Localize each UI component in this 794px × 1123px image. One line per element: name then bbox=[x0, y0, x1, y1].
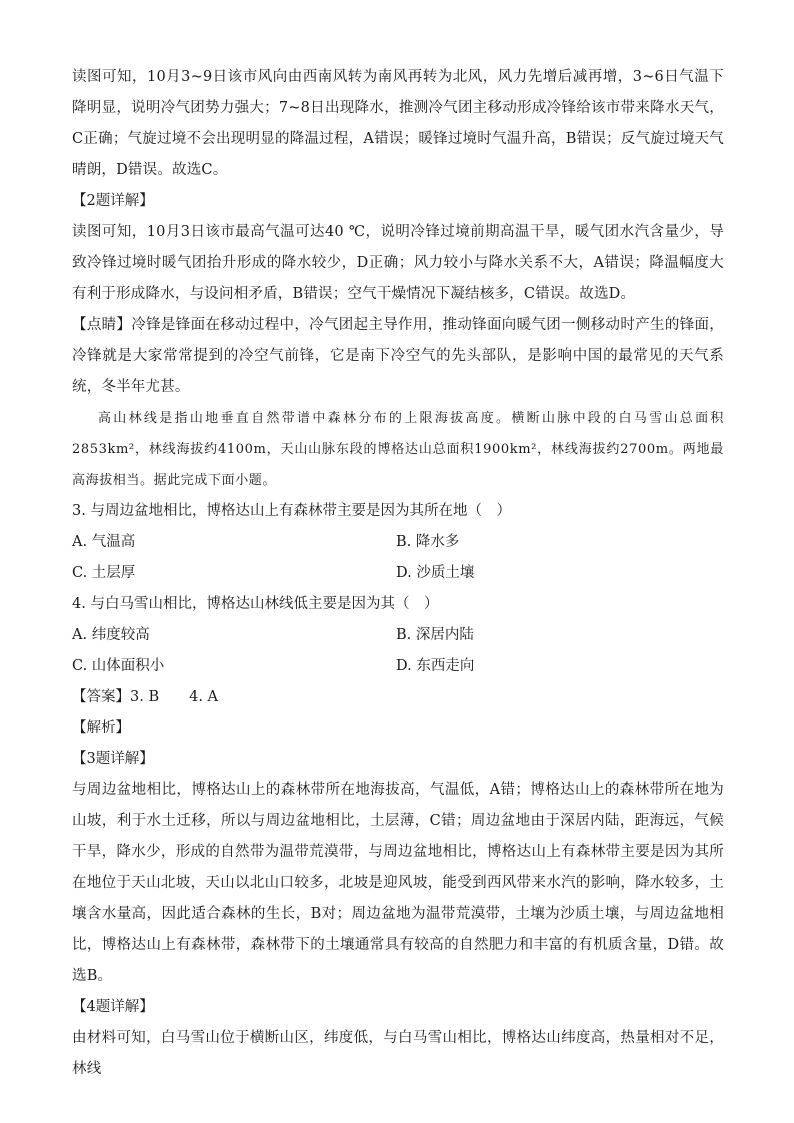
question-3-options bbox=[72, 527, 724, 589]
q2-explanation-paragraph: 读图可知，10月3日该市最高气温可达40 ℃，说明冷锋过境前期高温干旱，暖气团水汽含量少，导致冷锋过境时暖气团抬升形成的降水较少，D正确；风力较小与降水关系不大，A错误；降温幅度大有利于形成降水，与设问相矛盾，B错误；空气干燥情况下凝结核多，C错误。故选D。 bbox=[72, 224, 724, 302]
question-4-option-b: B. 深居内陆 bbox=[396, 627, 474, 643]
question-3: 3. 与周边盆地相比，博格达山上有森林带主要是因为其所在地（ ） bbox=[72, 503, 511, 519]
answer-3: 3. B bbox=[130, 689, 160, 705]
answer-4: 4. A bbox=[189, 689, 219, 705]
question-3-option-d: D. 沙质土壤 bbox=[396, 565, 475, 581]
answer-line bbox=[72, 682, 724, 713]
question-3-option-b: B. 降水多 bbox=[396, 534, 460, 550]
q4-explanation-paragraph: 由材料可知，白马雪山位于横断山区，纬度低，与白马雪山相比，博格达山纬度高，热量相对不足，林线 bbox=[72, 1030, 724, 1077]
question-4-option-c: C. 山体面积小 bbox=[72, 658, 165, 674]
q4-detail-heading: 【4题详解】 bbox=[72, 999, 154, 1015]
q2-detail-heading: 【2题详解】 bbox=[72, 193, 154, 209]
question-4: 4. 与白马雪山相比，博格达山林线低主要是因为其（ ） bbox=[72, 596, 439, 612]
question-4-options bbox=[72, 620, 724, 682]
question-4-option-a: A. 纬度较高 bbox=[72, 627, 150, 643]
document-page bbox=[72, 62, 724, 1085]
material-paragraph: 高山林线是指山地垂直自然带谱中森林分布的上限海拔高度。横断山脉中段的白马雪山总面积2853km²，林线海拔约4100m，天山山脉东段的博格达山总面积1900km²，林线海拔约2700m。两地最高海拔相当。据此完成下面小题。 bbox=[72, 411, 724, 488]
question-3-option-c: C. 土层厚 bbox=[72, 565, 136, 581]
q3-explanation-paragraph: 与周边盆地相比，博格达山上的森林带所在地海拔高，气温低，A错；博格达山上的森林带所在地为山坡，利于水土迁移，所以与周边盆地相比，土层薄，C错；周边盆地由于深居内陆，距海远，气候干旱，降水少，形成的自然带为温带荒漠带，与周边盆地相比，博格达山上有森林带主要是因为其所在地位于天山北坡，天山以北山口较多，北坡是迎风坡，能受到西风带来水汽的影响，降水较多，土壤含水量高，因此适合森林的生长，B对；周边盆地为温带荒漠带，土壤为沙质土壤，与周边盆地相比，博格达山上有森林带，森林带下的土壤通常具有较高的自然肥力和丰富的有机质含量，D错。故选B。 bbox=[72, 782, 724, 984]
question-3-option-a: A. 气温高 bbox=[72, 534, 136, 550]
q3-detail-heading: 【3题详解】 bbox=[72, 751, 154, 767]
key-point-paragraph: 【点睛】冷锋是锋面在移动过程中，冷气团起主导作用，推动锋面向暖气团一侧移动时产生的锋面，冷锋就是大家常常提到的冷空气前锋，它是南下冷空气的先头部队，是影响中国的最常见的天气系统，冬半年尤甚。 bbox=[72, 317, 724, 395]
answer-label: 【答案】 bbox=[72, 689, 130, 705]
q1-explanation-paragraph: 读图可知，10月3~9日该市风向由西南风转为南风再转为北风，风力先增后减再增，3~6日气温下降明显，说明冷气团势力强大；7~8日出现降水，推测冷气团主移动形成冷锋给该市带来降水天气，C正确；气旋过境不会出现明显的降温过程，A错误；暖锋过境时气温升高，B错误；反气旋过境天气晴朗，D错误。故选C。 bbox=[72, 69, 724, 178]
question-4-option-d: D. 东西走向 bbox=[396, 658, 475, 674]
analysis-label: 【解析】 bbox=[72, 720, 130, 736]
